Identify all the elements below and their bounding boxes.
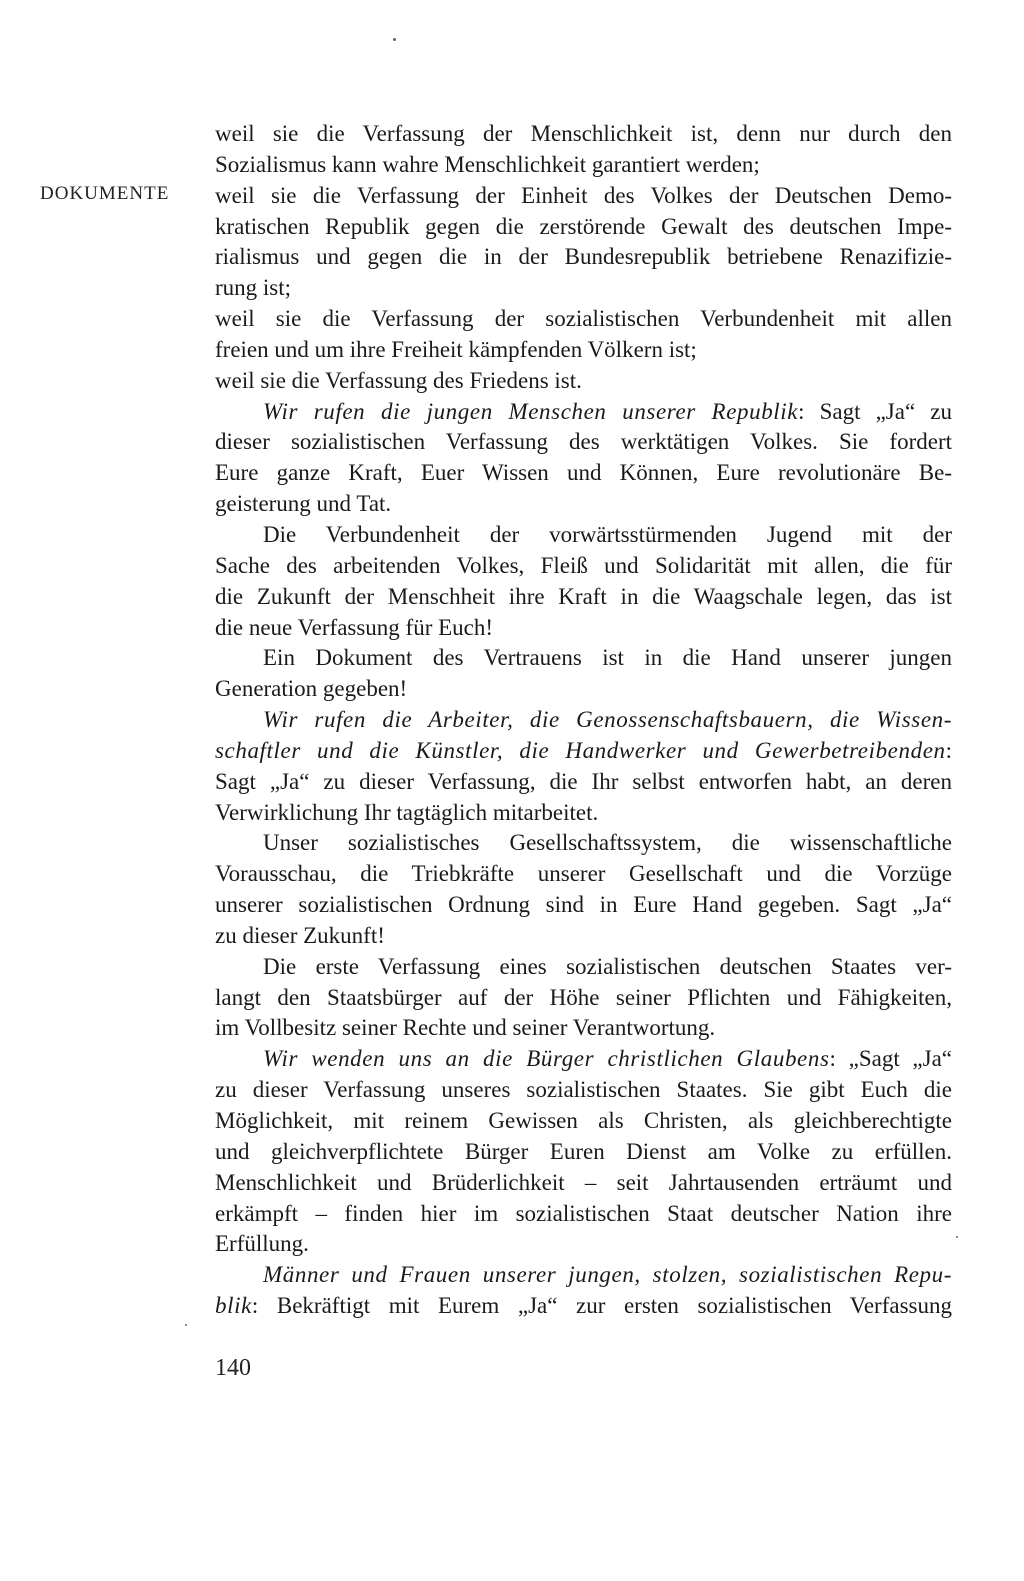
dust-speck xyxy=(393,38,396,41)
text-line xyxy=(215,643,952,674)
text-segment: Sagt „Ja“ zu dieser Verfassung, die Ihr selbst entworfen habt, an deren xyxy=(215,768,952,794)
text-segment: Die erste Verfassung eines sozialistischen deutschen Staates ver- xyxy=(263,953,952,979)
text-line xyxy=(215,890,952,921)
text-segment: Sache des arbeitenden Volkes, Fleiß und Solidarität mit allen, die für xyxy=(215,552,952,578)
text-segment: weil sie die Verfassung des Friedens ist. xyxy=(215,367,582,393)
text-segment: zu dieser Zukunft! xyxy=(215,922,385,948)
text-line xyxy=(215,119,952,150)
text-segment: Sozialismus kann wahre Menschlichkeit garantiert werden; xyxy=(215,151,760,177)
text-segment: Vorausschau, die Triebkräfte unserer Gesellschaft und die Vorzüge xyxy=(215,861,952,887)
running-head: DOKUMENTE xyxy=(40,183,170,204)
text-line xyxy=(215,1199,952,1230)
text-line xyxy=(215,150,952,181)
text-segment: : Bekräftigt mit Eurem „Ja“ zur ersten sozialistischen Verfassung xyxy=(251,1293,952,1319)
text-segment: im Vollbesitz seiner Rechte und seiner Verantwortung. xyxy=(215,1015,716,1041)
text-segment: kratischen Republik gegen die zerstörende Gewalt des deutschen Impe- xyxy=(215,213,952,239)
text-line xyxy=(215,582,952,613)
text-segment: Verwirklichung Ihr tagtäglich mitarbeitet. xyxy=(215,799,599,825)
text-segment: die neue Verfassung für Euch! xyxy=(215,614,494,640)
text-line xyxy=(215,1106,952,1137)
text-line xyxy=(215,1229,952,1260)
text-line xyxy=(215,983,952,1014)
text-line xyxy=(215,705,952,736)
text-line xyxy=(215,736,952,767)
text-segment: weil sie die Verfassung der Menschlichkeit ist, denn nur durch den xyxy=(215,121,952,146)
text-segment: : Sagt „Ja“ zu xyxy=(798,398,952,424)
italic-phrase: Wir wenden uns an die Bürger christlichen Glaubens xyxy=(263,1046,830,1072)
text-segment: freien und um ihre Freiheit kämpfenden Völkern ist; xyxy=(215,336,697,362)
text-segment: Ein Dokument des Vertrauens ist in die Hand unserer jungen xyxy=(263,645,952,671)
text-segment: weil sie die Verfassung der sozialistischen Verbundenheit mit allen xyxy=(215,306,952,332)
text-segment: langt den Staatsbürger auf der Höhe seiner Pflichten und Fähigkeiten, xyxy=(215,984,952,1010)
text-segment: und gleichverpflichtete Bürger Euren Dienst am Volke zu erfüllen. xyxy=(215,1138,952,1164)
text-line xyxy=(215,397,952,428)
text-segment: geisterung und Tat. xyxy=(215,491,392,517)
text-line xyxy=(215,1168,952,1199)
text-segment: die Zukunft der Menschheit ihre Kraft in die Waagschale legen, das ist xyxy=(215,583,952,609)
text-segment: weil sie die Verfassung der Einheit des Volkes der Deutschen Demo- xyxy=(215,182,952,208)
text-line xyxy=(215,1137,952,1168)
text-line xyxy=(215,551,952,582)
italic-phrase: Wir rufen die Arbeiter, die Genossenschaftsbauern, die Wissen- xyxy=(263,707,952,733)
text-segment: dieser sozialistischen Verfassung des werktätigen Volkes. Sie fordert xyxy=(215,429,952,455)
text-segment: Möglichkeit, mit reinem Gewissen als Christen, als gleichberechtigte xyxy=(215,1108,952,1133)
text-segment: Eure ganze Kraft, Euer Wissen und Können, Eure revolutionäre Be- xyxy=(215,460,952,486)
text-line xyxy=(215,489,952,520)
text-segment: rialismus und gegen die in der Bundesrepublik betriebene Renazifizie- xyxy=(215,244,952,270)
text-line xyxy=(215,520,952,551)
text-line xyxy=(215,613,952,644)
text-line xyxy=(215,335,952,366)
text-line xyxy=(215,1044,952,1075)
body-text xyxy=(215,119,952,1322)
text-line xyxy=(215,767,952,798)
text-line xyxy=(215,921,952,952)
page-number: 140 xyxy=(215,1355,251,1381)
text-segment: erkämpft – finden hier im sozialistischen Staat deutscher Nation ihre xyxy=(215,1200,952,1226)
text-line xyxy=(215,1013,952,1044)
text-line xyxy=(215,828,952,859)
text-line xyxy=(215,304,952,335)
text-line xyxy=(215,674,952,705)
text-segment: : „Sagt „Ja“ xyxy=(829,1046,952,1072)
text-line xyxy=(215,1260,952,1291)
italic-phrase: Männer und Frauen unserer jungen, stolzen, sozialistischen Repu- xyxy=(263,1262,952,1288)
text-segment: Erfüllung. xyxy=(215,1231,309,1257)
text-line xyxy=(215,1075,952,1106)
text-line xyxy=(215,366,952,397)
italic-phrase: Wir rufen die jungen Menschen unserer Republik xyxy=(263,398,799,424)
text-segment: : xyxy=(945,737,952,763)
text-segment: Unser sozialistisches Gesellschaftssystem, die wissenschaftliche xyxy=(263,830,952,856)
dust-speck xyxy=(956,1236,958,1238)
italic-phrase: schaftler und die Künstler, die Handwerker und Gewerbetreibenden xyxy=(215,737,946,763)
text-segment: Generation gegeben! xyxy=(215,676,408,702)
text-segment: zu dieser Verfassung unseres sozialistischen Staates. Sie gibt Euch die xyxy=(215,1077,952,1103)
italic-phrase: blik xyxy=(215,1293,252,1319)
text-line xyxy=(215,242,952,273)
text-line xyxy=(215,427,952,458)
text-line xyxy=(215,273,952,304)
text-line xyxy=(215,859,952,890)
text-line xyxy=(215,458,952,489)
text-line xyxy=(215,181,952,212)
text-line xyxy=(215,212,952,243)
dust-speck xyxy=(185,1324,187,1326)
text-segment: unserer sozialistischen Ordnung sind in Eure Hand gegeben. Sagt „Ja“ xyxy=(215,892,952,918)
text-line xyxy=(215,798,952,829)
text-segment: Menschlichkeit und Brüderlichkeit – seit Jahrtausenden erträumt und xyxy=(215,1169,952,1195)
text-segment: rung ist; xyxy=(215,275,292,301)
text-line xyxy=(215,1291,952,1322)
text-line xyxy=(215,952,952,983)
text-segment: Die Verbundenheit der vorwärtsstürmenden Jugend mit der xyxy=(263,521,952,547)
